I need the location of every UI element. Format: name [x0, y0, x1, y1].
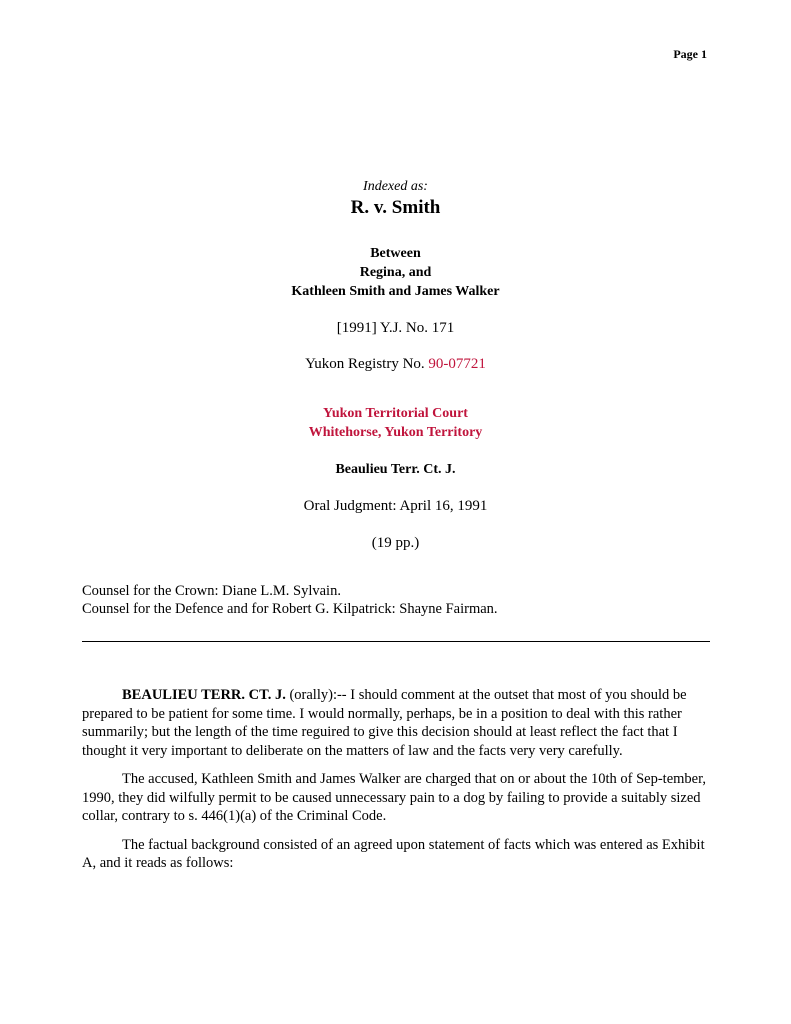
paragraph-1 — [82, 686, 710, 760]
registry-line — [0, 355, 791, 374]
crown-counsel: Counsel for the Crown: Diane L.M. Sylvain. — [82, 583, 341, 599]
defence-counsel: Counsel for the Defence and for Robert G. Kilpatrick: Shayne Fairman. — [82, 601, 498, 617]
case-title: R. v. Smith — [350, 197, 441, 218]
paragraph-1-text: (orally):-- I should comment at the outset that most of you should be prepared to be patient for some time. I would normally, perhaps, be in a position to deal with this rather summarily; but the length of the time reguired to give this decision should at least reflect the fact that I thought it very important to deliberate on the matters of law and the facts very very carefully. — [82, 687, 687, 759]
party-two: Kathleen Smith and James Walker — [291, 284, 500, 299]
court-name-link[interactable]: Yukon Territorial Court — [323, 406, 468, 421]
counsel-block — [82, 582, 498, 618]
court-block — [0, 404, 791, 442]
case-header — [0, 178, 791, 553]
paragraph-2: The accused, Kathleen Smith and James Walker are charged that on or about the 10th of Sep-tember, 1990, they did wilfully permit to be caused unnecessary pain to a dog by failing to provide a suitably sized collar, contrary to s. 446(1)(a) of the Criminal Code. — [82, 771, 706, 824]
court-location-link[interactable]: Whitehorse, Yukon Territory — [308, 425, 483, 440]
registry-label: Yukon Registry No. — [305, 356, 425, 372]
page-number: Page 1 — [673, 47, 707, 61]
parties-block — [0, 244, 791, 301]
registry-number-link[interactable]: 90-07721 — [428, 356, 486, 372]
paragraph-1-lead: BEAULIEU TERR. CT. J. — [122, 687, 286, 703]
between-label: Between — [370, 246, 421, 261]
judgment-body — [82, 686, 710, 883]
oral-judgment-date: Oral Judgment: April 16, 1991 — [303, 498, 488, 514]
paragraph-3: The factual background consisted of an agreed upon statement of facts which was entered as Exhibit A, and it reads as follows: — [82, 836, 705, 871]
citation: [1991] Y.J. No. 171 — [336, 320, 455, 336]
party-one: Regina, and — [359, 265, 432, 280]
indexed-as-label: Indexed as: — [363, 179, 428, 194]
page-count: (19 pp.) — [371, 535, 420, 551]
horizontal-divider — [82, 641, 710, 642]
judge-name: Beaulieu Terr. Ct. J. — [335, 462, 456, 477]
